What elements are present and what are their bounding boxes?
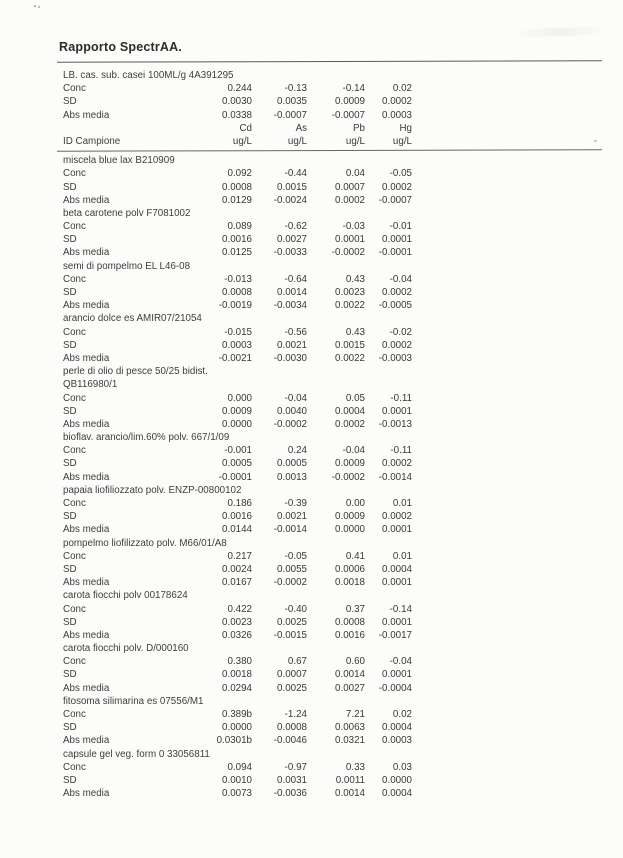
value-cell: -0.001 (224, 445, 252, 457)
sample-name: semi di pompelmo EL L46-08 (63, 260, 191, 272)
value-cell: 0.0016 (222, 511, 252, 523)
value-cell: -0.0021 (218, 352, 252, 364)
value-cell: -0.05 (284, 550, 307, 562)
sample-name-row (57, 484, 602, 497)
value-cell: 0.0001 (382, 669, 412, 681)
value-cell: -0.14 (342, 83, 365, 95)
sample-block (57, 154, 602, 207)
sample-sd-row (57, 233, 602, 246)
sample-conc-row (57, 220, 602, 233)
sample-block (57, 312, 602, 365)
value-cell: -0.05 (389, 168, 412, 180)
sample-name-row (57, 642, 602, 655)
value-cell: -0.0034 (273, 300, 307, 312)
sample-name-row (57, 431, 602, 444)
value-cell: 0.0326 (222, 629, 252, 641)
sample-name-row (57, 695, 602, 708)
sample-sd-row (57, 457, 602, 470)
sample-name: QB116980/1 (63, 379, 118, 391)
value-cell: -0.44 (284, 168, 307, 180)
value-cell: 0.0129 (222, 194, 252, 206)
sample-name-row (57, 537, 602, 550)
value-cell: 0.01 (392, 550, 412, 562)
row-label: Abs media (63, 352, 110, 364)
value-cell: 0.0004 (335, 405, 365, 417)
report-content (57, 40, 602, 800)
value-cell: 0.0016 (335, 629, 365, 641)
column-header-hg: Hg (399, 122, 412, 134)
row-label: Abs media (63, 247, 110, 259)
value-cell: 0.0009 (335, 458, 365, 470)
row-label: SD (63, 616, 77, 628)
row-label: Conc (63, 761, 86, 773)
sample-sd-row (57, 405, 602, 418)
value-cell: 0.0009 (335, 96, 365, 108)
value-cell: 0.186 (227, 498, 252, 509)
value-cell: 0.0009 (335, 511, 365, 523)
value-cell: 0.0008 (335, 616, 365, 628)
sample-name: LB. cas. sub. casei 100ML/g 4A391295 (63, 70, 234, 81)
sample-block (57, 365, 602, 431)
title-divider (57, 60, 602, 62)
value-cell: 0.0008 (277, 722, 307, 734)
sample-conc-row (57, 273, 602, 286)
value-cell: 0.01 (392, 498, 412, 509)
value-cell: 0.0040 (277, 405, 307, 417)
value-cell: -0.0004 (378, 682, 412, 694)
sample-name-row (57, 154, 602, 167)
sample-sd-row (57, 95, 602, 108)
sample-abs-media-row (57, 523, 602, 536)
value-cell: 0.0002 (382, 511, 412, 523)
sample-abs-media-row (57, 352, 602, 365)
value-cell: -0.0002 (331, 247, 365, 259)
sample-name: arancio dolce es AMIR07/21054 (63, 313, 202, 325)
value-cell: -0.0001 (218, 471, 252, 483)
value-cell: 0.0022 (335, 300, 365, 312)
value-cell: 0.0001 (382, 577, 412, 589)
value-cell: 0.0055 (277, 563, 307, 575)
value-cell: -0.0017 (378, 629, 412, 641)
sample-name-row (57, 589, 602, 602)
row-label: Conc (63, 603, 86, 615)
unit-label-pb: ug/L (345, 135, 365, 147)
value-cell: -0.11 (390, 392, 412, 404)
sample-abs-media-row (57, 629, 602, 642)
sample-sd-row (57, 668, 602, 681)
sample-block (57, 748, 602, 801)
value-cell: -0.0013 (378, 418, 412, 430)
value-cell: 0.0321 (335, 735, 365, 747)
row-label: Abs media (63, 682, 110, 694)
value-cell: 0.0001 (382, 616, 412, 628)
report-title: Rapporto SpectrAA. (59, 40, 183, 54)
sample-sd-row (57, 286, 602, 299)
value-cell: -0.97 (284, 761, 307, 773)
value-cell: 0.0009 (222, 405, 252, 417)
value-cell: 0.0015 (277, 181, 307, 193)
sample-sd-row (57, 510, 602, 523)
value-cell: 0.0008 (222, 181, 252, 193)
sample-conc-row (57, 82, 602, 95)
value-cell: -0.0007 (273, 109, 307, 121)
value-cell: 0.000 (227, 392, 252, 404)
value-cell: -0.0007 (331, 109, 365, 121)
value-cell: 0.0002 (382, 287, 412, 298)
row-label: Abs media (63, 629, 110, 641)
sample-name-row (57, 207, 602, 220)
value-cell: -0.39 (284, 498, 307, 509)
scan-artifact-smudge (515, 26, 605, 37)
value-cell: -0.0024 (273, 194, 307, 206)
value-cell: 0.0031 (277, 774, 307, 786)
sample-block (57, 207, 602, 260)
sample-block (57, 431, 602, 484)
sample-conc-row (57, 761, 602, 774)
value-cell: 0.0025 (277, 616, 307, 628)
sample-sd-row (57, 181, 602, 194)
sample-name: pompelmo liofilizzato polv. M66/01/A8 (63, 537, 227, 549)
value-cell: 0.0004 (382, 788, 412, 800)
value-cell: 0.0007 (335, 181, 365, 193)
sample-conc-row (57, 167, 602, 180)
sample-block (57, 642, 602, 695)
value-cell: 0.0015 (335, 339, 365, 351)
sample-conc-row (57, 708, 602, 721)
value-cell: -0.56 (284, 326, 307, 338)
sample-abs-media-row (57, 576, 602, 589)
value-cell: -0.04 (342, 445, 365, 457)
value-cell: 0.0013 (277, 471, 307, 483)
value-cell: 0.0021 (277, 339, 307, 351)
value-cell: -0.62 (284, 221, 307, 233)
value-cell: 0.0001 (382, 405, 412, 417)
sample-name: carota fiocchi polv 00178624 (63, 590, 188, 602)
value-cell: -0.0002 (331, 471, 365, 483)
sample-abs-media-row (57, 787, 602, 800)
row-label: SD (63, 774, 77, 786)
value-cell: 0.217 (227, 550, 252, 562)
sample-name: bioflav. arancio/lim.60% polv. 667/1/09 (63, 432, 230, 444)
value-cell: -0.13 (284, 83, 307, 95)
value-cell: 0.380 (227, 656, 252, 668)
sample-name-row (57, 365, 602, 378)
value-cell: 0.0014 (335, 788, 365, 800)
value-cell: -0.015 (224, 326, 252, 338)
row-label: SD (63, 511, 77, 523)
sample-sd-row (57, 774, 602, 787)
sample-sd-row (57, 721, 602, 734)
value-cell: 0.0000 (382, 774, 412, 786)
sample-name: papaia liofiliozzato polv. ENZP-00800102 (63, 484, 242, 496)
value-cell: 0.43 (345, 273, 365, 285)
row-label: Conc (63, 168, 86, 180)
value-cell: 0.0003 (222, 339, 252, 351)
value-cell: 0.0125 (222, 247, 252, 259)
value-cell: -0.40 (284, 603, 307, 615)
value-cell: -0.14 (389, 603, 412, 615)
sample-abs-media-row (57, 246, 602, 259)
sample-conc-row (57, 603, 602, 616)
sample-name: perle di olio di pesce 50/25 bidist. (63, 366, 208, 378)
row-label: SD (63, 669, 77, 681)
row-label: Conc (63, 392, 86, 404)
row-label: Abs media (63, 577, 110, 589)
row-label: Abs media (63, 735, 110, 747)
sample-conc-row (57, 444, 602, 457)
column-header-as: As (295, 122, 307, 134)
sample-name: beta carotene polv F7081002 (63, 207, 191, 219)
value-cell: 0.0002 (382, 458, 412, 470)
value-cell: 0.0002 (382, 96, 412, 108)
sample-sd-row (57, 563, 602, 576)
sample-name-row (57, 312, 602, 325)
row-label: Conc (63, 445, 86, 457)
value-cell: 0.60 (345, 656, 365, 668)
value-cell: -0.0001 (378, 247, 412, 259)
value-cell: -0.0046 (273, 735, 307, 747)
sample-abs-media-row (57, 682, 602, 695)
id-campione-label: ID Campione (63, 135, 121, 147)
row-label: SD (63, 722, 77, 734)
value-cell: -0.013 (224, 273, 252, 285)
value-cell: 0.0006 (335, 563, 365, 575)
value-cell: -0.0002 (273, 577, 307, 589)
value-cell: 0.089 (227, 221, 252, 233)
value-cell: 0.0022 (335, 352, 365, 364)
value-cell: -0.64 (284, 273, 307, 285)
row-label: SD (63, 405, 77, 417)
row-label: Conc (63, 709, 86, 720)
unit-label-hg: ug/L (392, 135, 412, 147)
value-cell: -0.0003 (378, 352, 412, 364)
sample-sd-row (57, 616, 602, 629)
value-cell: 0.0002 (335, 418, 365, 430)
value-cell: 0.67 (287, 656, 307, 668)
sample-name-row (57, 748, 602, 761)
row-label: Abs media (63, 109, 110, 121)
value-cell: 0.0008 (222, 287, 252, 298)
row-label: Abs media (63, 418, 110, 430)
sample-name: fitosoma silimarina es 07556/M1 (63, 695, 204, 707)
scan-artifact-dots (34, 5, 36, 7)
sample-block (57, 484, 602, 537)
value-cell: 0.0023 (222, 616, 252, 628)
row-label: Conc (63, 326, 86, 338)
value-cell: 0.0001 (382, 234, 412, 246)
sample-abs-media-row (57, 109, 602, 122)
value-cell: -0.0033 (273, 247, 307, 259)
value-cell: 0.02 (392, 83, 412, 95)
value-cell: -0.0005 (378, 300, 412, 312)
value-cell: 0.0024 (222, 563, 252, 575)
value-cell: 0.0023 (335, 287, 365, 298)
value-cell: -0.03 (342, 221, 365, 233)
sample-abs-media-row (57, 194, 602, 207)
value-cell: -0.0014 (378, 471, 412, 483)
value-cell: 0.0000 (222, 418, 252, 430)
value-cell: 0.0003 (382, 109, 412, 121)
sample-abs-media-row (57, 299, 602, 312)
value-cell: 0.244 (227, 83, 252, 95)
value-cell: 0.0002 (382, 339, 412, 351)
value-cell: 0.0000 (222, 722, 252, 734)
row-label: Abs media (63, 194, 110, 206)
units-header-row (57, 135, 602, 148)
value-cell: -0.01 (389, 221, 412, 233)
value-cell: -1.24 (284, 709, 307, 720)
sample-block (57, 69, 602, 122)
row-label: Abs media (63, 471, 110, 483)
samples-container (57, 154, 602, 800)
value-cell: 0.0021 (277, 511, 307, 523)
value-cell: 0.0338 (222, 109, 252, 121)
value-cell: 0.41 (345, 550, 365, 562)
row-label: Conc (63, 550, 86, 562)
value-cell: 0.0010 (222, 774, 252, 786)
value-cell: 0.0001 (382, 524, 412, 536)
header-divider (57, 149, 602, 151)
value-cell: -0.02 (389, 326, 412, 338)
value-cell: 0.0294 (222, 682, 252, 694)
row-label: SD (63, 563, 77, 575)
value-cell: -0.0019 (218, 300, 252, 312)
row-label: SD (63, 458, 77, 470)
sample-name-row (57, 378, 602, 391)
value-cell: -0.04 (284, 392, 307, 404)
row-label: Conc (63, 221, 86, 233)
sample-conc-row (57, 550, 602, 563)
value-cell: 0.0002 (335, 194, 365, 206)
sample-abs-media-row (57, 734, 602, 747)
column-header-cd: Cd (239, 122, 252, 134)
row-label: Abs media (63, 788, 110, 800)
value-cell: 0.00 (345, 498, 365, 509)
column-header-pb: Pb (353, 122, 365, 134)
value-cell: 0.0027 (277, 234, 307, 246)
sample-name: carota fiocchi polv. D/000160 (63, 643, 189, 655)
value-cell: 0.0007 (277, 669, 307, 681)
sample-name-row (57, 260, 602, 273)
value-cell: 0.0014 (277, 287, 307, 298)
row-label: SD (63, 181, 77, 193)
value-cell: 0.0301b (216, 735, 252, 747)
value-cell: 0.0063 (335, 722, 365, 734)
value-cell: 0.0018 (335, 577, 365, 589)
value-cell: -0.11 (390, 445, 412, 457)
sample-block (57, 260, 602, 313)
value-cell: 0.0073 (222, 788, 252, 800)
value-cell: 0.03 (392, 761, 412, 773)
row-label: Conc (63, 498, 86, 509)
sample-conc-row (57, 655, 602, 668)
value-cell: 0.0014 (335, 669, 365, 681)
value-cell: 0.0167 (222, 577, 252, 589)
sample-block (57, 537, 602, 590)
row-label: SD (63, 339, 77, 351)
row-label: SD (63, 96, 77, 108)
sample-name-row (57, 69, 602, 82)
row-label: SD (63, 234, 77, 246)
row-label: Conc (63, 656, 86, 668)
row-label: Conc (63, 83, 86, 95)
value-cell: 0.0003 (382, 735, 412, 747)
sample-name: capsule gel veg. form 0 33056811 (63, 748, 210, 760)
value-cell: 0.24 (287, 445, 307, 457)
sample-conc-row (57, 497, 602, 510)
row-label: Abs media (63, 300, 110, 312)
value-cell: 0.0016 (222, 234, 252, 246)
value-cell: 0.0027 (335, 682, 365, 694)
value-cell: 0.094 (227, 761, 252, 773)
value-cell: 0.05 (345, 392, 365, 404)
element-header-row (57, 122, 602, 135)
sample-abs-media-row (57, 471, 602, 484)
value-cell: 0.0018 (222, 669, 252, 681)
value-cell: -0.0030 (273, 352, 307, 364)
value-cell: 0.092 (227, 168, 252, 180)
value-cell: 0.0004 (382, 563, 412, 575)
sample-abs-media-row (57, 418, 602, 431)
value-cell: 0.0035 (277, 96, 307, 108)
value-cell: -0.0036 (273, 788, 307, 800)
sample-sd-row (57, 339, 602, 352)
value-cell: -0.0007 (378, 194, 412, 206)
value-cell: 0.0030 (222, 96, 252, 108)
sample-block (57, 589, 602, 642)
value-cell: 0.0005 (277, 458, 307, 470)
value-cell: 0.43 (345, 326, 365, 338)
value-cell: 7.21 (345, 709, 365, 720)
unit-label-as: ug/L (287, 135, 307, 147)
row-label: Conc (63, 273, 86, 285)
value-cell: 0.0004 (382, 722, 412, 734)
sample-conc-row (57, 392, 602, 405)
value-cell: 0.389b (222, 709, 252, 720)
value-cell: -0.04 (389, 273, 412, 285)
row-label: SD (63, 287, 77, 298)
value-cell: 0.0011 (335, 774, 365, 786)
sample-name: miscela blue lax B210909 (63, 155, 175, 167)
first-sample-container (57, 69, 602, 122)
unit-label-cd: ug/L (232, 135, 252, 147)
sample-conc-row (57, 326, 602, 339)
value-cell: 0.0005 (222, 458, 252, 470)
sample-block (57, 695, 602, 748)
value-cell: -0.04 (389, 656, 412, 668)
value-cell: -0.0014 (273, 524, 307, 536)
value-cell: 0.02 (392, 709, 412, 720)
value-cell: 0.0144 (222, 524, 252, 536)
row-label: Abs media (63, 524, 110, 536)
value-cell: -0.0015 (273, 629, 307, 641)
value-cell: 0.422 (227, 603, 252, 615)
value-cell: 0.0025 (277, 682, 307, 694)
value-cell: 0.0000 (335, 524, 365, 536)
value-cell: 0.33 (345, 761, 365, 773)
value-cell: 0.0001 (335, 234, 365, 246)
value-cell: 0.37 (345, 603, 365, 615)
value-cell: 0.04 (345, 168, 365, 180)
value-cell: -0.0002 (273, 418, 307, 430)
value-cell: 0.0002 (382, 181, 412, 193)
